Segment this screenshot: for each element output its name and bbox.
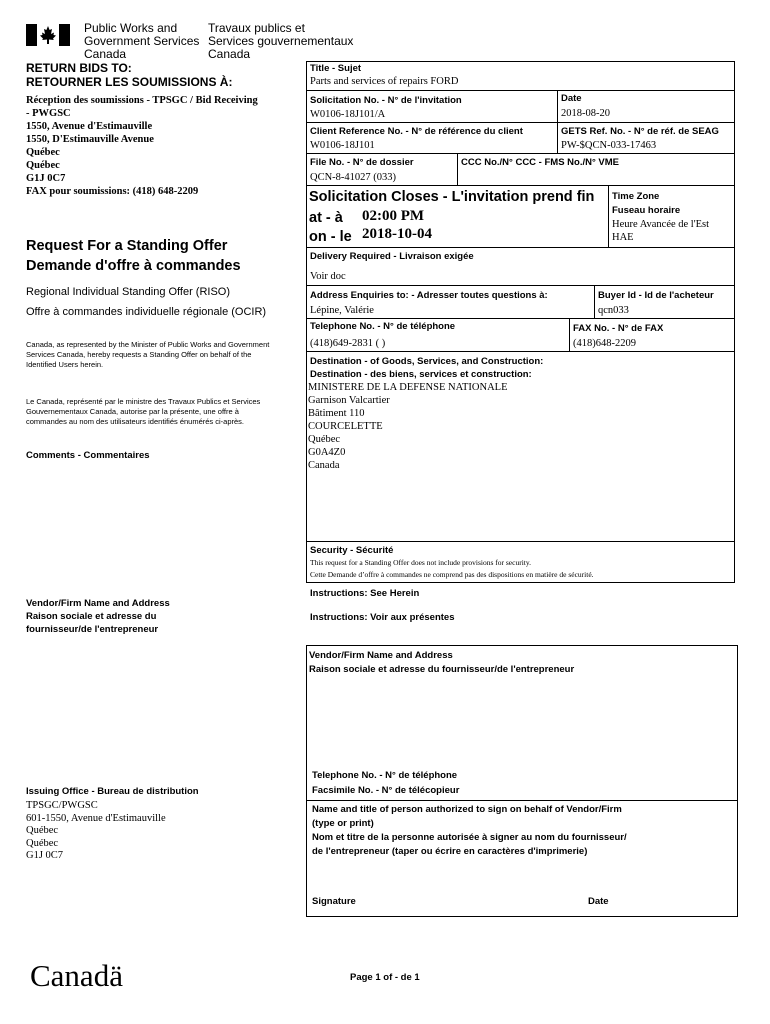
authorized-person-line: Name and title of person authorized to sign on behalf of Vendor/Firm [312, 804, 622, 815]
signature-label: Signature [312, 896, 356, 907]
security-label: Security - Sécurité [310, 545, 394, 556]
time-zone-label-fr: Fuseau horaire [612, 205, 681, 216]
page-number: Page 1 of - de 1 [350, 972, 420, 983]
vendor-telephone-label: Telephone No. - N° de téléphone [312, 770, 458, 781]
department-name-en [84, 22, 199, 61]
issuing-office-label: Issuing Office - Bureau de distribution [26, 786, 199, 797]
closes-on-label: on - le [309, 229, 352, 245]
telephone-value: (418)649-2831 ( ) [310, 338, 386, 349]
standing-offer-type-fr: Offre à commandes individuelle régionale (OCIR) [26, 306, 267, 318]
closes-time-value: 02:00 PM [362, 208, 425, 224]
date-label: Date [561, 93, 582, 104]
request-title [26, 236, 241, 276]
client-reference-value: W0106-18J101 [310, 140, 375, 151]
vendor-box-label-fr: Raison sociale et adresse du fournisseur/de l'entrepreneur [309, 664, 575, 675]
vendor-box-label [309, 649, 574, 677]
time-zone-value-line: Heure Avancée de l'Est [612, 219, 710, 230]
rule [457, 153, 458, 185]
signature-date-label: Date [588, 896, 609, 907]
issuing-office-address: TPSGC/PWGSC 601-1550, Avenue d'Estimauville Québec Québec G1J 0C7 [26, 800, 166, 861]
dept-en-line: Public Works and [84, 21, 178, 35]
vendor-left-label [26, 597, 170, 636]
authorized-person-label [312, 803, 627, 859]
time-zone-label [612, 190, 680, 218]
dept-en-line: Canada [84, 47, 127, 61]
request-paragraph-en: Canada, as represented by the Minister of Public Works and Government Services Canada, hereby requests a Standing Offer on behalf of the Identified Users herein. [26, 340, 270, 369]
delivery-required-value: Voir doc [310, 271, 346, 282]
closes-at-label: at - à [309, 210, 343, 226]
return-bids-title-fr: RETOURNER LES SOUMISSIONS À: [26, 75, 233, 89]
standing-offer-type-en: Regional Individual Standing Offer (RISO) [26, 286, 231, 298]
authorized-person-line: (type or print) [312, 818, 374, 829]
rule [306, 90, 735, 91]
security-text-en: This request for a Standing Offer does not include provisions for security. [310, 558, 531, 567]
rule [306, 541, 735, 542]
request-title-fr: Demande d'offre à commandes [26, 258, 241, 274]
time-zone-value [612, 218, 709, 244]
security-text-fr: Cette Demande d’offre à commandes ne comprend pas des dispositions en matière de sécurité. [310, 570, 594, 579]
buyer-id-value: qcn033 [598, 305, 629, 316]
gets-reference-value: PW-$QCN-033-17463 [561, 140, 657, 151]
vendor-left-line: fournisseur/de l'entrepreneur [26, 624, 159, 635]
rule [608, 185, 609, 247]
dept-fr-line: Services gouvernementaux [208, 34, 354, 48]
canada-flag-logo [26, 24, 70, 46]
vendor-left-line: Vendor/Firm Name and Address [26, 598, 170, 609]
time-zone-value-line: HAE [612, 232, 634, 243]
canada-wordmark: Canadä [30, 958, 123, 993]
vendor-left-line: Raison sociale et adresse du [26, 611, 157, 622]
rule [306, 285, 735, 286]
rule [306, 122, 735, 123]
rule [306, 247, 735, 248]
title-label: Title - Sujet [310, 63, 362, 74]
rule [306, 800, 738, 801]
dept-fr-line: Canada [208, 47, 251, 61]
request-paragraph-fr: Le Canada, représenté par le ministre des Travaux Publics et Services Gouvernementaux Canada, autorise par la présente, une offre à commandes au nom des utilisateurs identifiés énumérés ci-après. [26, 397, 261, 426]
destination-address: MINISTERE DE LA DEFENSE NATIONALE Garnison Valcartier Bâtiment 110 COURCELETTE Québec G0A4Z0 Canada [308, 382, 508, 471]
fax-value: (418)648-2209 [573, 338, 636, 349]
vendor-facsimile-label: Facsimile No. - N° de télécopieur [312, 785, 460, 796]
standing-offer-type [26, 282, 266, 322]
buyer-id-label: Buyer Id - Id de l'acheteur [598, 290, 714, 301]
request-title-en: Request For a Standing Offer [26, 238, 228, 254]
rule [306, 153, 735, 154]
client-reference-label: Client Reference No. - N° de référence du client [310, 126, 523, 137]
delivery-required-label: Delivery Required - Livraison exigée [310, 251, 474, 262]
destination-label-en: Destination - of Goods, Services, and Construction: [310, 356, 544, 367]
ccc-no-label: CCC No./N° CCC - FMS No./N° VME [461, 157, 620, 168]
solicitation-closes-label: Solicitation Closes - L'invitation prend fin [309, 189, 595, 205]
rule [594, 285, 595, 318]
dept-en-line: Government Services [84, 34, 200, 48]
solicitation-no-value: W0106-18J101/A [310, 109, 386, 120]
vendor-name-address-field[interactable] [309, 680, 735, 766]
file-no-value: QCN-8-41027 (033) [310, 172, 397, 183]
department-name-fr [208, 22, 353, 61]
dept-fr-line: Travaux publics et [208, 21, 305, 35]
address-enquiries-label: Address Enquiries to: - Adresser toutes questions à: [310, 290, 548, 301]
authorized-person-line: de l'entrepreneur (taper ou écrire en caractères d'imprimerie) [312, 846, 588, 857]
rule [557, 90, 558, 153]
solicitation-no-label: Solicitation No. - N° de l'invitation [310, 95, 462, 106]
authorized-person-field[interactable] [309, 862, 735, 892]
rule [306, 318, 735, 319]
rule [569, 318, 570, 351]
rule [306, 185, 735, 186]
comments-label: Comments - Commentaires [26, 450, 150, 461]
return-bids-title-en: RETURN BIDS TO: [26, 61, 132, 75]
instructions-fr: Instructions: Voir aux présentes [310, 612, 455, 623]
gets-reference-label: GETS Ref. No. - N° de réf. de SEAG [561, 126, 719, 137]
rule [306, 351, 735, 352]
fax-label: FAX No. - N° de FAX [573, 323, 664, 334]
return-bids-address: Réception des soumissions - TPSGC / Bid Receiving - PWGSC 1550, Avenue d'Estimauville 1550, D'Estimauville Avenue Québec Québec G1J 0C7 FAX pour soumissions: (418) 648-2209 [26, 95, 258, 197]
destination-label [310, 355, 543, 381]
instructions-en: Instructions: See Herein [310, 588, 420, 599]
authorized-person-line: Nom et titre de la personne autorisée à signer au nom du fournisseur/ [312, 832, 627, 843]
telephone-label: Telephone No. - N° de téléphone [310, 321, 456, 332]
destination-label-fr: Destination - des biens, services et construction: [310, 369, 532, 380]
address-enquiries-value: Lépine, Valérie [310, 305, 374, 316]
closes-date-value: 2018-10-04 [362, 226, 432, 242]
title-value: Parts and services of repairs FORD [310, 76, 459, 87]
vendor-box-label-en: Vendor/Firm Name and Address [309, 650, 453, 661]
file-no-label: File No. - N° de dossier [310, 157, 414, 168]
time-zone-label-en: Time Zone [612, 191, 660, 202]
date-value: 2018-08-20 [561, 108, 610, 119]
return-bids-title [26, 61, 232, 89]
